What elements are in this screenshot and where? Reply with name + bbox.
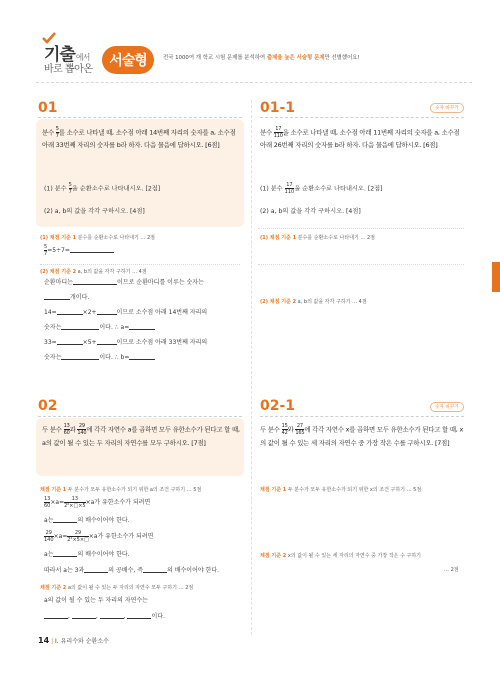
variant-tag: 숫자 바꾸기 [430, 103, 464, 113]
type-badge: 서술형 [102, 46, 154, 74]
page-footer: 14 | Ⅰ. 유리수와 순환소수 [38, 636, 109, 645]
solution-line: 14= ×2+ 이므로 소수점 아래 14번째 자리의 [44, 309, 208, 316]
solution-line: , , , 이다. [44, 610, 165, 624]
problem-text: 분수 $\frac{17}{110}$ 을 소수로 나타낼 때, 소수점 아래 11번째 자리의 숫자를 a, 소수점 아래 26번째 자리의 숫자를 b라 하자. 다음 물음에 답하시오. [6점] [260, 126, 460, 149]
solution-line: a의 값이 될 수 있는 두 자리의 자연수는 [44, 597, 148, 604]
problem-text: 두 분수 $\frac{15}{42}$ 와 $\frac{27}{165}$ 에 각각 자연수 x를 곱하면 모두 유한소수가 된다고 할 때, x의 값이 될 수 있는 세 자리의 자연수 중 가장 작은 수를 구하시오. [7점] [260, 423, 464, 447]
section-marker [492, 262, 500, 292]
problem-number: 01-1 [260, 100, 296, 116]
problem-divider [38, 117, 242, 118]
solution-separator [258, 228, 464, 229]
criterion-2: (2) 채점 기준 2 a, b의 값을 각각 구하기 … 4점 [260, 299, 367, 305]
solution-line: $\frac{5}{7}$ =5÷7= [44, 244, 114, 258]
problem-text: 두 분수 $\frac{13}{60}$ 과 $\frac{29}{140}$ 에 각각 자연수 a를 곱하면 모두 유한소수가 된다고 할 때, a의 값이 될 수 있는 두 자리의 자연수를 모두 구하시오. [7점] [42, 423, 240, 447]
header-divider [36, 82, 472, 83]
problem-number: 02-1 [260, 398, 296, 414]
solution-line: 33= ×5+ 이므로 소수점 아래 33번째 자리의 [44, 339, 208, 346]
criterion-1: 채점 기준 1 두 분수가 모두 유한소수가 되기 위한 a의 조건 구하기 … 5점 [40, 487, 202, 493]
solution-line: a는 의 배수이어야 한다. [44, 551, 130, 558]
criterion-2: 채점 기준 2 x의 값이 될 수 있는 세 자리의 자연수 중 가장 작은 수 구하기 [260, 553, 421, 559]
question-1: (1) 분수 $\frac{17}{110}$ 을 순환소수로 나타내시오. [2점] [260, 182, 383, 195]
solution-line: a는 의 배수이어야 한다. [44, 517, 130, 524]
solution-line: 숫자는 이다. ∴ b= [44, 351, 155, 365]
solution-line: 순환마디는 이므로 순환마디를 이루는 숫자는 [44, 279, 204, 286]
problem-number: 02 [38, 398, 58, 414]
question-1: (1) 분수 $\frac{5}{7}$ 을 순환소수로 나타내시오. [2점] [44, 182, 161, 195]
solution-separator [40, 264, 240, 265]
problem-divider [260, 416, 464, 417]
solution-line: 따라서 a는 3과 의 공배수, 즉 의 배수이어야 한다. [44, 567, 220, 574]
criterion-1: (1) 채점 기준 1 분수를 순환소수로 나타내기 … 2점 [260, 235, 376, 241]
criterion-2: (2) 채점 기준 2 a, b의 값을 각각 구하기 … 4점 [40, 269, 147, 275]
criterion-1: (1) 채점 기준 1 분수를 순환소수로 나타내기 … 2점 [40, 235, 156, 241]
problem-number: 01 [38, 100, 58, 116]
solution-line: 개이다. [44, 291, 89, 305]
problem-divider [260, 117, 464, 118]
problem-text: 분수 $\frac{5}{7}$ 를 소수로 나타낼 때, 소수점 아래 14번째 자리의 숫자를 a, 소수점 아래 33번째 자리의 숫자를 b라 하자. 다음 물음에 답하시오. [6점] [42, 126, 236, 149]
brand-title: 기출에서 [44, 45, 90, 65]
criterion-1: 채점 기준 1 두 분수가 모두 유한소수가 되기 위한 x의 조건 구하기 … 5점 [260, 487, 422, 493]
solution-separator [258, 264, 464, 265]
criterion-2: 채점 기준 2 a의 값이 될 수 있는 두 자리의 자연수 모두 구하기 … 2점 [40, 585, 194, 591]
solution-line: $\frac{13}{60}$ ×a= $\frac{13}{\text{2²×□×5}}$ ×a가 유한소수가 되려면 [44, 496, 151, 509]
variant-tag: 숫자 바꾸기 [430, 402, 464, 412]
problem-divider [38, 416, 242, 417]
solution-line: $\frac{29}{140}$ ×a= $\frac{29}{\text{2²×5×□}}$ ×a가 유한소수가 되려면 [44, 530, 154, 543]
brand-subtitle: 바로 뽑아온 [44, 64, 93, 75]
column-divider [251, 100, 252, 635]
question-2: (2) a, b의 값을 각각 구하시오. [4점] [260, 208, 361, 215]
solution-line: 숫자는 이다. ∴ a= [44, 321, 155, 335]
criterion-2-points: … 2점 [444, 567, 459, 573]
question-2: (2) a, b의 값을 각각 구하시오. [4점] [44, 208, 145, 215]
header-description: 전국 1000여 개 학교 시험 문제를 분석하여 출제율 높은 서술형 문제만 선별했어요! [163, 55, 360, 61]
